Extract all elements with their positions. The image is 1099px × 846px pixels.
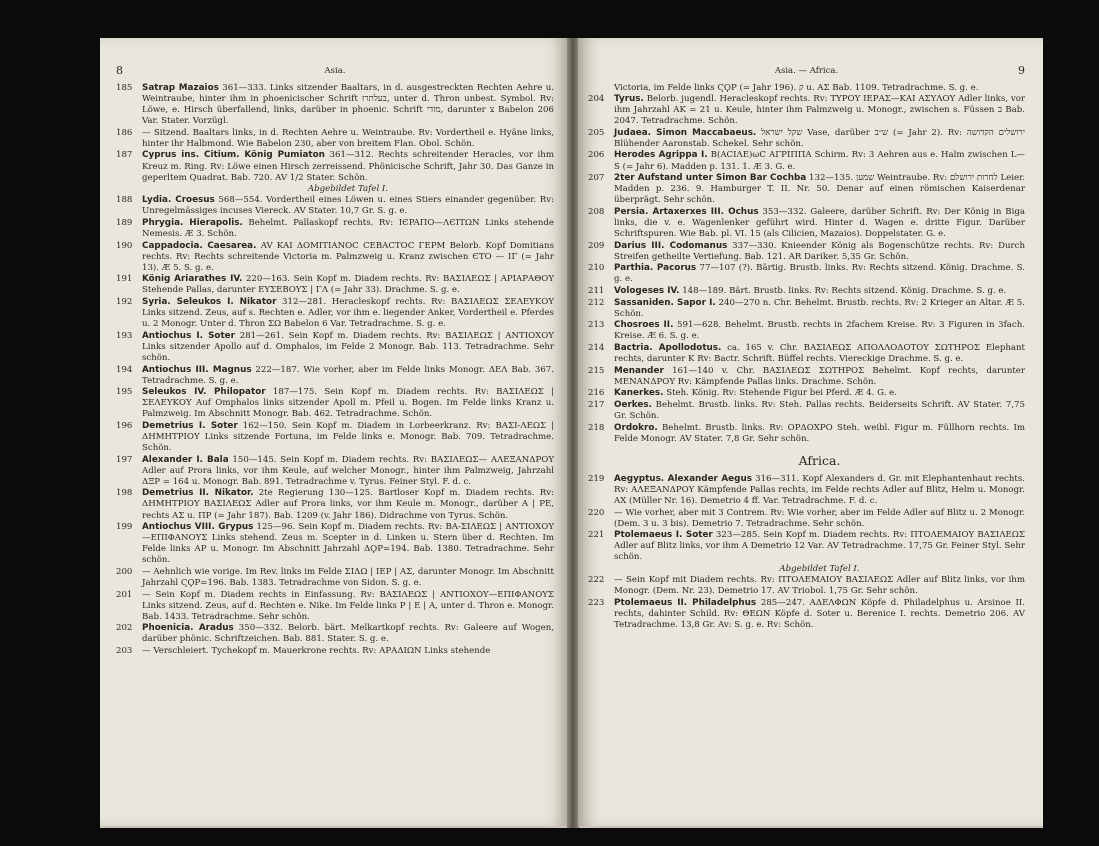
- entry-heading: Phoenicia. Aradus: [142, 623, 234, 634]
- entry-heading: Cyprus ins. Citium. König Pumiaton: [142, 150, 325, 161]
- entry-description: Chosroes II. 591—628. Behelmt. Brustb. rechts in 2fachem Kreise. Rv: 3 Figuren in 3fach. Kreise. Æ 6. S. g. e.: [614, 320, 1025, 342]
- catalogue-entry: [116, 274, 554, 296]
- entry-number: 186: [116, 127, 133, 138]
- entry-description: Syria. Seleukos I. Nikator 312—281. Heracleskopf rechts. Rv: ΒΑΣΙΛΕΩΣ ΣΕΛΕΥΚΟΥ Links sitzend. Zeus, auf s. Rechten e. Adler, vor ihm e. liegender Anker, Vordertheil e. Pferdes u. 2 Monogr. Unter d. Thron ΣΩ Babelon 6 Var. Tetradrachme. S. g. e.: [142, 297, 554, 330]
- catalogue-entry: [116, 646, 554, 657]
- entry-number: 199: [116, 522, 133, 533]
- catalogue-entry: [588, 474, 1025, 507]
- entry-heading: Antiochus I. Soter: [142, 330, 235, 341]
- plate-reference: Abgebildet Tafel I.: [307, 184, 389, 195]
- entry-description: Alexander I. Bala 150—145. Sein Kopf m. Diadem rechts. Rv: ΒΑΣΙΛΕΩΣ— ΑΛΕΞΑΝΔΡΟΥ Adler auf Prora links, vor ihm Keule, auf welcher Monogr., hinter ihm Palmzweig, Jahrzahl ΔΞΡ = 164 u. Monogr. Bab. 891. Tetradrachme v. Tyrus. Feiner Styl. F. d. c.: [142, 454, 554, 487]
- catalogue-entry: [588, 400, 1025, 422]
- entry-number: 210: [588, 263, 605, 274]
- entry-description: Antiochus III. Magnus 222—187. Wie vorher, aber im Felde links Monogr. ΔΕΛ Bab. 367. Tetradrachme. S. g. e.: [142, 364, 554, 386]
- entry-number: 203: [116, 646, 133, 657]
- entry-number: 189: [116, 217, 133, 228]
- entry-number: 193: [116, 330, 133, 341]
- entry-description: 2ter Aufstand unter Simon Bar Cochba 132—135. שמען Weintraube. Rv: לחרות ירושלם Leier. Madden p. 236. 9. Hamburger T. II. Nr. 50. Denar auf einen römischen Kaiserdenar überprägt. Sehr schön.: [614, 173, 1025, 206]
- entry-description: Demetrius I. Soter 162—150. Sein Kopf m. Diadem in Lorbeerkranz. Rv: ΒΑΣΙ-ΛΕΩΣ | ΔΗΜΗΤΡΙΟΥ Links sitzende Fortuna, im Felde links e. Monogr. Bab. 709. Tetradrachme. Schön.: [142, 420, 555, 454]
- entry-description: Demetrius II. Nikator. 2te Regierung 130—125. Bartloser Kopf m. Diadem rechts. Rv: ΔΗΜΗΤΡΙΟΥ ΒΑΣΙΛΕΩΣ Adler auf Prora links, vor ihm Keule m. Monogr., darüber Α | ΡΕ, rechts ΑΣ u. ΠΡ (= Jahr 187). Bab. 1209 (v. Jahr 186). Didrachme von Tyrus. Schön.: [142, 488, 554, 521]
- catalogue-entry: [588, 508, 1025, 530]
- entry-number: 196: [116, 420, 133, 431]
- catalogue-entry: [116, 623, 554, 645]
- entry-list: [588, 474, 1025, 631]
- entry-heading: Ptolemaeus II. Philadelphus: [614, 597, 757, 608]
- catalogue-entry: [116, 241, 554, 274]
- entry-description: Ptolemaeus II. Philadelphus 285—247. ΑΔΕΛΦΩΝ Köpfe d. Philadelphus u. Arsinoe II. rechts, dahinter Schild. Rv: ΘΕΩΝ Köpfe d. Soter u. Berenice I. rechts. Demetrio 206. AV Tetradrachme. 13,8 Gr. Av: S. g. e. Rv: Schön.: [614, 597, 1025, 630]
- catalogue-entry: [116, 421, 554, 454]
- entry-description: Phoenicia. Aradus 350—332. Belorb. bärt. Melkartkopf rechts. Rv: Galeere auf Wogen, darüber phönic. Schriftzeichen. Bab. 881. Stater. S. g. e.: [142, 623, 554, 645]
- entry-description: Persia. Artaxerxes III. Ochus 353—332. Galeere, darüber Schrift. Rv: Der König in Biga links, die v. e. Wagenlenker geführt wird. Hinter d. Wagen e. dritte Figur. Darüber Schriftspuren. Wie Bab. pl. VI. 15 (als Cilicien, Mazaios). Doppelstater. G. e.: [614, 206, 1025, 239]
- entry-heading: Demetrius I. Soter: [142, 420, 238, 431]
- entry-number: 220: [588, 507, 605, 518]
- entry-number: 191: [116, 274, 133, 285]
- entry-description: Menander 161—140 v. Chr. ΒΑΣΙΛΕΩΣ ΣΩΤΗΡΟΣ Behelmt. Kopf rechts, darunter ΜΕΝΑΝΔΡΟΥ Rv: Kämpfende Pallas links. Drachme. Schön.: [614, 365, 1025, 387]
- catalogue-entry: [588, 173, 1025, 206]
- entry-description: Antiochus I. Soter 281—261. Sein Kopf m. Diadem rechts. Rv: ΒΑΣΙΛΕΩΣ | ΑΝΤΙΟΧΟΥ Links sitzender Apollo auf d. Omphalos, im Felde 2 Monogr. Bab. 113. Tetradrachme. Sehr schön.: [142, 330, 554, 363]
- entry-heading: Seleukos IV. Philopator: [142, 387, 266, 398]
- entry-heading: Syria. Seleukos I. Nikator: [142, 297, 277, 308]
- entry-number: 223: [588, 597, 605, 608]
- entry-description: Oerkes. Behelmt. Brustb. links. Rv: Steh. Pallas rechts. Beiderseits Schrift. AV Stater. 7,75 Gr. Schön.: [614, 400, 1025, 422]
- entry-description: Lydia. Croesus 568—554. Vordertheil eines Löwen u. eines Stiers einander gegenüber. Rv: Unregelmässiges incuses Viereck. AV Stater. 10,7 Gr. S. g. e.: [142, 195, 554, 217]
- catalogue-entry: [116, 522, 554, 566]
- entry-description: Kanerkes. Steh. König. Rv: Stehende Figur bei Pferd. Æ 4. G. e.: [614, 388, 897, 399]
- entry-number: 200: [116, 566, 133, 577]
- entry-description: — Verschleiert. Tychekopf m. Mauerkrone rechts. Rv: ΑΡΑΔΙΩΝ Links stehende: [142, 646, 491, 657]
- catalogue-entry: [116, 455, 554, 488]
- entry-number: 217: [588, 400, 605, 411]
- catalogue-entry: [588, 343, 1025, 365]
- entry-heading: Satrap Mazaios: [142, 83, 219, 93]
- entry-number: 187: [116, 150, 133, 161]
- catalogue-entry: [116, 150, 554, 183]
- catalogue-entry: [116, 297, 554, 330]
- entry-heading: Darius III. Codomanus: [614, 240, 728, 251]
- left-page: [100, 38, 568, 826]
- continued-entry-text: Victoria, im Felde links ϚϘΡ (= Jahr 196). ק u. ΑΣ Bab. 1109. Tetradrachme. S. g. e.: [614, 83, 979, 93]
- entry-number: 208: [588, 206, 605, 217]
- entry-heading: König Ariarathes IV.: [142, 274, 243, 285]
- entry-description: Ptolemaeus I. Soter 323—285. Sein Kopf m. Diadem rechts. Rv: ΠΤΟΛΕΜΑΙΟΥ ΒΑΣΙΛΕΩΣ Adler auf Blitz links, vor ihm Α Demetrio 12 Var. AV Tetradrachme. 17,75 Gr. Feiner Styl. Sehr schön.: [614, 530, 1026, 563]
- entry-number: 204: [588, 94, 605, 105]
- entry-number: 219: [588, 473, 605, 484]
- running-header: [116, 64, 554, 80]
- entry-number: 201: [116, 589, 133, 600]
- catalogue-entry: [588, 366, 1025, 388]
- entry-heading: Parthia. Pacorus: [614, 263, 697, 274]
- entry-number: 194: [116, 364, 133, 375]
- entry-number: 212: [588, 297, 605, 308]
- catalogue-entry: [116, 83, 554, 127]
- entry-number: 211: [588, 286, 605, 296]
- entry-heading: Vologeses IV.: [614, 286, 680, 296]
- entry-number: 213: [588, 320, 605, 331]
- entry-description: König Ariarathes IV. 220—163. Sein Kopf m. Diadem rechts. Rv: ΒΑΣΙΛΕΩΣ | ΑΡΙΑΡΑΘΟΥ Stehende Pallas, darunter ΕΥΣΕΒΟΥΣ | ΓΛ (= Jahr 33). Drachme. S. g. e.: [142, 274, 554, 296]
- entry-number: 207: [588, 173, 605, 184]
- entry-description: Ordokro. Behelmt. Brustb. links. Rv: ΟΡΔΟΧΡΟ Steh. weibl. Figur m. Füllhorn rechts. Im Felde Monogr. AV Stater. 7,8 Gr. Sehr schön.: [614, 422, 1025, 444]
- entry-heading: Phrygia. Hierapolis.: [142, 217, 243, 228]
- entry-description: Vologeses IV. 148—189. Bärt. Brustb. links. Rv: Rechts sitzend. König. Drachme. S. g. e.: [614, 286, 1007, 296]
- entry-number: 209: [588, 240, 605, 251]
- catalogue-entry: [116, 365, 554, 387]
- catalogue-entry: [588, 598, 1025, 631]
- entry-description: Cappadocia. Caesarea. AV KAI ΔOMITIANOC CEBACTOC ΓEPM Belorb. Kopf Domitians rechts. Rv: Rechts schreitende Victoria m. Palmzweig u. Kranz zwischen ЄTO — IΓ (= Jahr 13). Æ 5. S. g. e.: [142, 240, 554, 273]
- entry-description: — Sein Kopf mit Diadem rechts. Rv: ΠΤΟΛΕΜΑΙΟΥ ΒΑΣΙΛΕΩΣ Adler auf Blitz links, vor ihm Monogr. (Dem. Nr. 23). Demetrio 17. AV Triobol. 1,75 Gr. Sehr schön.: [614, 575, 1025, 597]
- entry-heading: Oerkes.: [614, 400, 652, 411]
- entry-number: 206: [588, 150, 605, 161]
- entry-heading: Sassaniden. Sapor I.: [614, 297, 716, 308]
- entry-number: 185: [116, 83, 133, 93]
- catalogue-entry: [116, 218, 554, 240]
- entry-number: 215: [588, 365, 605, 376]
- entry-heading: Bactria. Apollodotus.: [614, 343, 722, 354]
- entry-heading: Herodes Agrippa I.: [614, 150, 708, 161]
- entry-heading: 2ter Aufstand unter Simon Bar Cochba: [614, 173, 807, 184]
- catalogue-entry: [116, 590, 554, 623]
- entry-list: [116, 83, 554, 657]
- entry-heading: Tyrus.: [614, 94, 644, 105]
- entry-number: 192: [116, 297, 133, 308]
- entry-description: Phrygia. Hierapolis. Behelmt. Pallaskopf rechts. Rv: IЄPAΠO—ΛЄITΩN Links stehende Nemesis. Æ 3. Schön.: [142, 217, 554, 239]
- entry-heading: Ptolemaeus I. Soter: [614, 530, 713, 541]
- entry-number: 205: [588, 127, 605, 138]
- catalogue-entry: [116, 387, 554, 420]
- entry-number: 190: [116, 240, 133, 251]
- catalogue-entry: [116, 331, 554, 364]
- catalogue-entry: [116, 128, 554, 150]
- right-page: [578, 38, 1043, 826]
- entry-description: Parthia. Pacorus 77—107 (?). Bärtig. Brustb. links. Rv: Rechts sitzend. König. Drachme. S. g. e.: [614, 263, 1025, 285]
- catalogue-entry: [588, 530, 1025, 563]
- entry-description: — Wie vorher, aber mit 3 Contrem. Rv: Wie vorher, aber im Felde Adler auf Blitz u. 2 Monogr. (Dem. 3 u. 3 bis). Demetrio 7. Tetradrachme. Sehr schön.: [614, 507, 1025, 529]
- entry-number: 221: [588, 530, 605, 541]
- entry-number: 195: [116, 387, 133, 398]
- entry-description: Seleukos IV. Philopator 187—175. Sein Kopf m. Diadem rechts. Rv: ΒΑΣΙΛΕΩΣ | ΣΕΛΕΥΚΟΥ Auf Omphalos links sitzender Apoll m. Pfeil u. Bogen. Im Felde links Kranz u. Palmzweig. Im Abschnitt Monogr. Bab. 462. Tetradrachme. Schön.: [142, 387, 554, 420]
- entry-heading: Menander: [614, 365, 664, 376]
- catalogue-entry: [588, 286, 1025, 297]
- entry-heading: Alexander I. Bala: [142, 454, 229, 465]
- book-spread: [100, 38, 1043, 828]
- catalogue-entry: [116, 567, 554, 589]
- entry-description: Antiochus VIII. Grypus 125—96. Sein Kopf m. Diadem rechts. Rv: ΒΑ-ΣΙΛΕΩΣ | ΑΝΤΙΟΧΟΥ—ΕΠΙΦΑΝΟΥΣ Links stehend. Zeus m. Scepter in d. Linken u. Stern über d. Rechten. Im Felde links ΑΡ u. Monogr. Im Abschnitt Jahrzahl ΔϘΡ=194. Bab. 1380. Tetradrachme. Sehr schön.: [142, 522, 554, 566]
- entry-number: 218: [588, 422, 605, 433]
- entry-description: Tyrus. Belorb. jugendl. Heracleskopf rechts. Rv: ΤΥΡΟΥ ΙΕΡΑΣ—ΚΑΙ ΑΣΥΛΟΥ Adler links, vor ihm Jahrzahl ΑΚ = 21 u. Keule, hinter ihm Palmzweig u. Monogr., zwischen s. Füssen ב Bab. 2047. Tetradrachme. Schön.: [614, 94, 1025, 127]
- running-title: Asia. — Africa.: [774, 66, 839, 76]
- catalogue-entry: [588, 94, 1025, 127]
- catalogue-entry: [588, 150, 1025, 172]
- page-number: 9: [1018, 64, 1025, 77]
- section-heading: Africa.: [798, 452, 841, 468]
- catalogue-entry: [588, 423, 1025, 445]
- entry-heading: Lydia. Croesus: [142, 195, 215, 206]
- entry-description: Satrap Mazaios 361—333. Links sitzender Baaltars, in d. ausgestreckten Rechten Aehre u. Weintraube, hinter ihm in phoenicischer Schrift בעלתרז, unter d. Thron unbest. Symbol. Rv: Löwe, e. Hirsch überfallend, links, darüber in phoenic. Schrift מזדי, darunter צ Babelon 206 Var. Stater. Vorzügl.: [142, 83, 554, 127]
- entry-description: Judaea. Simon Maccabaeus. שקל ישראל Vase, darüber ש״ב (= Jahr 2). Rv: ירושלים הקדושה Blühender Aaronstab. Schekel. Sehr schön.: [614, 127, 1026, 149]
- running-header: [588, 64, 1025, 80]
- entry-description: Aegyptus. Alexander Aegus 316—311. Kopf Alexanders d. Gr. mit Elephantenhaut rechts. Rv: ΑΛΕΞΑΝΔΡΟΥ Kämpfende Pallas rechts, im Felde rechts Adler auf Blitz, Helm u. Monogr. ΑΧ (Müller Nr. 16). Demetrio 4 ff. Var. Tetradrachme. F. d. c.: [614, 473, 1025, 506]
- catalogue-entry: [588, 263, 1025, 285]
- catalogue-entry: [588, 388, 1025, 399]
- entry-heading: Judaea. Simon Maccabaeus.: [614, 127, 757, 138]
- entry-description: Darius III. Codomanus 337—330. Knieender König als Bogenschütze rechts. Rv: Durch Streifen getheilte Vertiefung. Bab. 121. AR Dariker. 5,35 Gr. Schön.: [614, 240, 1025, 262]
- plate-reference: Abgebildet Tafel I.: [779, 563, 860, 574]
- entry-heading: Ordokro.: [614, 422, 658, 433]
- catalogue-entry: [588, 207, 1025, 240]
- catalogue-entry: [588, 575, 1025, 597]
- entry-list: [588, 94, 1025, 445]
- catalogue-entry: [588, 241, 1025, 263]
- entry-description: Herodes Agrippa I. Β(ΑCΙΛΕ)ωC ΑΓΡΙΠΠΑ Schirm. Rv: 3 Aehren aus e. Halm zwischen L—S (= Jahr 6). Madden p. 131. 1. Æ 3. G. e.: [614, 150, 1025, 172]
- entry-number: 198: [116, 488, 133, 499]
- entry-description: — Aehnlich wie vorige. Im Rev. links im Felde ΣΙΔΩ | ΙΕΡ | ΑΣ, darunter Monogr. Im Abschnitt Jahrzahl ϚϘΡ=196. Bab. 1383. Tetradrachme von Sidon. S. g. e.: [142, 566, 554, 588]
- entry-number: 216: [588, 388, 605, 399]
- entry-heading: Persia. Artaxerxes III. Ochus: [614, 206, 759, 217]
- entry-heading: Antiochus VIII. Grypus: [142, 522, 254, 533]
- catalogue-entry: [588, 298, 1025, 320]
- entry-description: Cyprus ins. Citium. König Pumiaton 361—312. Rechts schreitender Heracles, vor ihm Kreuz m. Ring. Rv: Löwe einen Hirsch zerreissend. Phönicische Schrift, Jahr 30. Das Ganze in geperltem Quadrat. Bab. 720. AV 1/2 Stater. Schön.: [142, 150, 554, 183]
- entry-description: — Sitzend. Baaltars links, in d. Rechten Aehre u. Weintraube. Rv: Vordertheil e. Hyäne links, hinter ihr Halbmond. Wie Babelon 230, aber von breitem Flan. Obol. Schön.: [142, 127, 554, 149]
- entry-number: 197: [116, 454, 133, 465]
- entry-description: — Sein Kopf m. Diadem rechts in Einfassung. Rv: ΒΑΣΙΛΕΩΣ | ΑΝΤΙΟΧΟΥ—ΕΠΙΦΑΝΟΥΣ Links sitzend. Zeus, auf d. Rechten e. Nike. Im Felde links Ρ | Ε | Α, unter d. Thron e. Monogr. Bab. 1433. Tetradrachme. Sehr schön.: [142, 589, 554, 622]
- page-number: 8: [116, 64, 123, 77]
- entry-heading: Demetrius II. Nikator.: [142, 488, 254, 499]
- running-title: Asia.: [324, 66, 346, 76]
- entry-heading: Kanerkes.: [614, 388, 664, 399]
- entry-heading: Antiochus III. Magnus: [142, 364, 252, 375]
- entry-heading: Cappadocia. Caesarea.: [142, 240, 257, 251]
- entry-heading: Chosroes II.: [614, 320, 674, 331]
- catalogue-entry: [588, 320, 1025, 342]
- catalogue-entry: [588, 128, 1025, 150]
- catalogue-entry: [116, 488, 554, 521]
- catalogue-entry: [116, 195, 554, 217]
- entry-number: 214: [588, 343, 605, 354]
- entry-number: 222: [588, 575, 605, 586]
- entry-heading: Aegyptus. Alexander Aegus: [614, 473, 752, 484]
- entry-number: 202: [116, 623, 133, 634]
- entry-description: Bactria. Apollodotus. ca. 165 v. Chr. ΒΑΣΙΛΕΩΣ ΑΠΟΛΛΟΔΟΤΟΥ ΣΩΤΗΡΟΣ Elephant rechts, darunter K Rv: Bactr. Schrift. Büffel rechts. Viereckige Drachme. S. g. e.: [614, 343, 1025, 365]
- entry-number: 188: [116, 195, 133, 206]
- entry-description: Sassaniden. Sapor I. 240—270 n. Chr. Behelmt. Brustb. rechts. Rv: 2 Krieger an Altar. Æ 5. Schön.: [614, 297, 1025, 319]
